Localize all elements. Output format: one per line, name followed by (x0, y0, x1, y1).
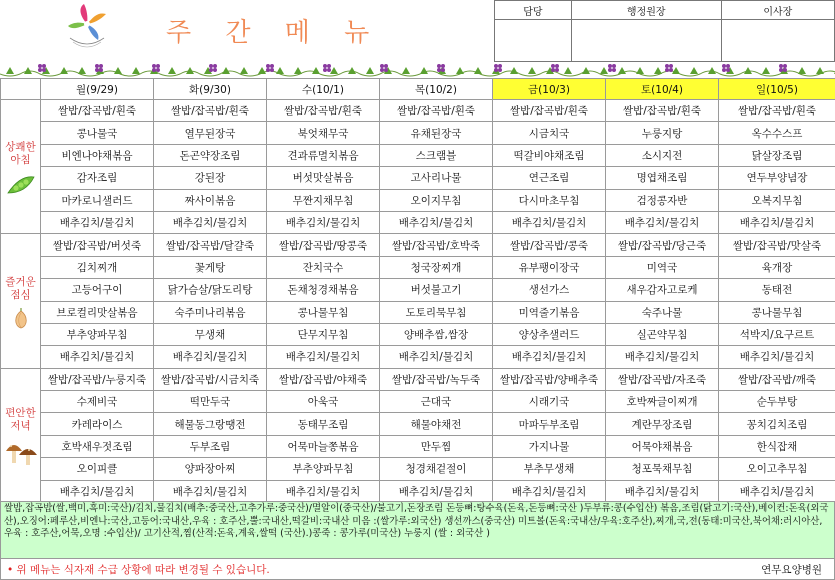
menu-cell: 배추김치/물김치 (41, 346, 154, 368)
meal-label-breakfast (1, 100, 41, 234)
menu-row (1, 144, 835, 166)
hospital-name: 연무요양병원 (761, 564, 822, 576)
menu-cell: 고사리나물 (380, 167, 493, 189)
menu-cell: 배추김치/물김치 (719, 480, 835, 502)
menu-row (1, 279, 835, 301)
menu-cell: 한식잡채 (719, 435, 835, 457)
menu-cell: 쌀밥/잡곡밥/흰죽 (154, 100, 267, 122)
menu-cell: 배추김치/물김치 (267, 480, 380, 502)
menu-cell: 미역줄기볶음 (493, 301, 606, 323)
menu-cell: 배추김치/물김치 (380, 346, 493, 368)
menu-cell: 유채된장국 (380, 122, 493, 144)
menu-row (1, 391, 835, 413)
menu-cell: 계란무장조림 (606, 413, 719, 435)
menu-cell: 호박짜글이찌개 (606, 391, 719, 413)
menu-row (1, 189, 835, 211)
menu-cell: 고등어구이 (41, 279, 154, 301)
menu-cell: 만두찜 (380, 435, 493, 457)
menu-cell: 해물동그랑땡전 (154, 413, 267, 435)
approval-sign-box[interactable] (495, 20, 572, 62)
notice-bar (0, 559, 835, 580)
day-header-thu: 목(10/2) (380, 79, 493, 100)
menu-row (1, 323, 835, 345)
menu-cell: 김치찌개 (41, 256, 154, 278)
menu-cell: 두부조림 (154, 435, 267, 457)
menu-cell: 명엽채조림 (606, 167, 719, 189)
menu-cell: 배추김치/물김치 (493, 346, 606, 368)
day-header-tue: 화(9/30) (154, 79, 267, 100)
menu-cell: 무생채 (154, 323, 267, 345)
menu-cell: 배추김치/물김치 (41, 480, 154, 502)
weekly-menu-table (0, 78, 835, 503)
mushroom-icon (4, 439, 38, 467)
onion-icon (11, 308, 31, 330)
menu-cell: 다시마초무침 (493, 189, 606, 211)
origin-note: 쌀밥,잡곡밥(쌀,백미,흑미:국산)/김치,물김치(배추:중국산,고추가루:중국산)/멸알이(중국산)/불고기,돈장조림 돈등뼈:탕수육(돈육,돈등뼈:국산 )두부류:콩(수입산) 볶음,조림(닭고기:국산),베이컨:돈육(외국산),오징어:페루산,비엔나:국산,고등어:국내산,우육 : 호주산,뿔:국내산,떡갈비:국내산 미음 :(쌀가루:외국산) 생선까스(중국산) 미트볼(돈육:국내산/우육:호주산),찌개,국,전(동태:미국산,북어채:러시아산,우육 : 호주산,어묵,오명 :수입산)/ 고기산적,찜(산적:돈육,계육,쌀떡 (국산).)콩죽 : 콩가루(미국산) 누룽지 (쌀 : 외국산 ) (0, 501, 835, 559)
approval-label: 행정원장 (571, 1, 721, 20)
menu-cell: 쌀밥/잡곡밥/녹두죽 (380, 368, 493, 390)
menu-body (1, 100, 835, 503)
menu-cell: 쌀밥/잡곡밥/당근죽 (606, 234, 719, 256)
menu-row (1, 122, 835, 144)
menu-cell: 실곤약무침 (606, 323, 719, 345)
menu-cell: 닭가슴살/닭도리탕 (154, 279, 267, 301)
menu-cell: 쌀밥/잡곡밥/야채죽 (267, 368, 380, 390)
meal-label-text: 아침 (10, 153, 31, 166)
day-header-fri: 금(10/3) (493, 79, 606, 100)
menu-cell: 시금치국 (493, 122, 606, 144)
menu-row (1, 301, 835, 323)
day-header-sun: 일(10/5) (719, 79, 835, 100)
menu-cell: 닭살장조림 (719, 144, 835, 166)
menu-cell: 쌀밥/잡곡밥/콩죽 (493, 234, 606, 256)
menu-cell: 콩나물무침 (267, 301, 380, 323)
menu-cell: 쌀밥/잡곡밥/양배추죽 (493, 368, 606, 390)
menu-cell: 쌀밥/잡곡밥/흰죽 (719, 100, 835, 122)
menu-row (1, 256, 835, 278)
menu-cell: 꽃게탕 (154, 256, 267, 278)
menu-cell: 숙주나물 (606, 301, 719, 323)
hospital-logo (62, 2, 112, 50)
menu-cell: 청포묵채무침 (606, 458, 719, 480)
menu-cell: 아욱국 (267, 391, 380, 413)
menu-cell: 배추김치/물김치 (154, 346, 267, 368)
menu-cell: 생선가스 (493, 279, 606, 301)
menu-cell: 새우감자고로케 (606, 279, 719, 301)
menu-cell: 옥수수스프 (719, 122, 835, 144)
corner-cell (1, 79, 41, 100)
menu-cell: 소시지전 (606, 144, 719, 166)
menu-cell: 배추김치/물김치 (606, 211, 719, 233)
menu-row (1, 458, 835, 480)
menu-cell: 청국장찌개 (380, 256, 493, 278)
menu-cell: 양파장아찌 (154, 458, 267, 480)
menu-cell: 떡만두국 (154, 391, 267, 413)
menu-cell: 단무지무침 (267, 323, 380, 345)
menu-cell: 배추김치/물김치 (267, 211, 380, 233)
menu-cell: 떡갈비야채조림 (493, 144, 606, 166)
menu-cell: 오복지무침 (719, 189, 835, 211)
menu-cell: 배추김치/물김치 (719, 346, 835, 368)
menu-cell: 버섯불고기 (380, 279, 493, 301)
menu-row (1, 234, 835, 256)
menu-cell: 연근조림 (493, 167, 606, 189)
menu-cell: 근대국 (380, 391, 493, 413)
menu-cell: 오이고추무침 (719, 458, 835, 480)
menu-cell: 쌀밥/잡곡밥/호박죽 (380, 234, 493, 256)
menu-cell: 쌀밥/잡곡밥/시금치죽 (154, 368, 267, 390)
meal-label-text: 편안한 (5, 407, 36, 420)
menu-cell: 석박지/요구르트 (719, 323, 835, 345)
menu-cell: 어묵야채볶음 (606, 435, 719, 457)
menu-cell: 카레라이스 (41, 413, 154, 435)
meal-label-text: 즐거운 (5, 276, 36, 289)
menu-cell: 호박새우젓조림 (41, 435, 154, 457)
menu-cell: 쌀밥/잡곡밥/흰죽 (606, 100, 719, 122)
menu-row (1, 368, 835, 390)
menu-cell: 버섯맛살볶음 (267, 167, 380, 189)
menu-cell: 동태무조림 (267, 413, 380, 435)
menu-cell: 쌀밥/잡곡밥/흰죽 (267, 100, 380, 122)
menu-cell: 쌀밥/잡곡밥/깨죽 (719, 368, 835, 390)
menu-cell: 쌀밥/잡곡밥/땅콩죽 (267, 234, 380, 256)
approval-label: 담당 (495, 1, 572, 20)
approval-sign-box[interactable] (571, 20, 721, 62)
menu-cell: 배추김치/물김치 (41, 211, 154, 233)
menu-row (1, 413, 835, 435)
menu-row (1, 480, 835, 502)
menu-cell: 가지나물 (493, 435, 606, 457)
menu-cell: 양배추쌈,쌈장 (380, 323, 493, 345)
menu-cell: 비엔나야채볶음 (41, 144, 154, 166)
change-notice: • 위 메뉴는 식자재 수급 상황에 따라 변경될 수 있습니다. (7, 564, 270, 576)
menu-cell: 검정콩자반 (606, 189, 719, 211)
menu-cell: 해물야채전 (380, 413, 493, 435)
meal-label-text: 저녁 (10, 420, 31, 433)
menu-cell: 짜사이볶음 (154, 189, 267, 211)
menu-cell: 시래기국 (493, 391, 606, 413)
menu-row (1, 167, 835, 189)
menu-cell: 동태전 (719, 279, 835, 301)
menu-cell: 어묵마늘쫑볶음 (267, 435, 380, 457)
menu-cell: 무짠지채무침 (267, 189, 380, 211)
menu-cell: 쌀밥/잡곡밥/누룽지죽 (41, 368, 154, 390)
menu-cell: 오이피클 (41, 458, 154, 480)
menu-cell: 누룽지탕 (606, 122, 719, 144)
menu-cell: 북엇채무국 (267, 122, 380, 144)
menu-cell: 쌀밥/잡곡밥/자조죽 (606, 368, 719, 390)
menu-cell: 견과류멸치볶음 (267, 144, 380, 166)
menu-cell: 수제비국 (41, 391, 154, 413)
menu-cell: 쌀밥/잡곡밥/버섯죽 (41, 234, 154, 256)
menu-cell: 부추양파무침 (41, 323, 154, 345)
grape-vine-decoration (0, 62, 835, 78)
day-header-mon: 월(9/29) (41, 79, 154, 100)
menu-cell: 배추김치/물김치 (719, 211, 835, 233)
day-header-wed: 수(10/1) (267, 79, 380, 100)
menu-cell: 돈채청경채볶음 (267, 279, 380, 301)
menu-cell: 배추김치/물김치 (606, 480, 719, 502)
menu-cell: 배추김치/물김치 (380, 480, 493, 502)
menu-cell: 배추김치/물김치 (267, 346, 380, 368)
menu-row (1, 346, 835, 368)
menu-cell: 쌀밥/잡곡밥/달걀죽 (154, 234, 267, 256)
menu-cell: 돈곤약장조림 (154, 144, 267, 166)
meal-label-text: 상쾌한 (5, 140, 36, 153)
menu-cell: 배추김치/물김치 (154, 211, 267, 233)
menu-cell: 숙주미나리볶음 (154, 301, 267, 323)
menu-cell: 쌀밥/잡곡밥/흰죽 (493, 100, 606, 122)
approval-sign-box[interactable] (721, 20, 834, 62)
menu-cell: 배추김치/물김치 (154, 480, 267, 502)
menu-cell: 도토리묵무침 (380, 301, 493, 323)
menu-cell: 강된장 (154, 167, 267, 189)
menu-cell: 쌀밥/잡곡밥/흰죽 (41, 100, 154, 122)
menu-cell: 양상추샐러드 (493, 323, 606, 345)
menu-cell: 배추김치/물김치 (493, 480, 606, 502)
menu-cell: 감자조림 (41, 167, 154, 189)
menu-cell: 마카로니샐러드 (41, 189, 154, 211)
menu-cell: 연두부양념장 (719, 167, 835, 189)
menu-cell: 열무된장국 (154, 122, 267, 144)
menu-row (1, 100, 835, 122)
header (0, 0, 835, 62)
menu-cell: 미역국 (606, 256, 719, 278)
menu-cell: 유부팽이장국 (493, 256, 606, 278)
menu-row (1, 211, 835, 233)
menu-cell: 순두부탕 (719, 391, 835, 413)
approval-table (494, 0, 835, 62)
menu-cell: 콩나물무침 (719, 301, 835, 323)
menu-cell: 마파두부조림 (493, 413, 606, 435)
menu-cell: 부추양파무침 (267, 458, 380, 480)
menu-cell: 배추김치/물김치 (493, 211, 606, 233)
meal-label-lunch (1, 234, 41, 368)
menu-cell: 육개장 (719, 256, 835, 278)
menu-cell: 오이지무침 (380, 189, 493, 211)
menu-cell: 배추김치/물김치 (606, 346, 719, 368)
menu-cell: 잔치국수 (267, 256, 380, 278)
menu-cell: 콩나물국 (41, 122, 154, 144)
menu-cell: 꽁치김치조림 (719, 413, 835, 435)
menu-cell: 브로컬리맛살볶음 (41, 301, 154, 323)
menu-row (1, 435, 835, 457)
menu-cell: 배추김치/물김치 (380, 211, 493, 233)
menu-cell: 부추무생채 (493, 458, 606, 480)
meal-label-text: 점심 (10, 289, 31, 302)
approval-label: 이사장 (721, 1, 834, 20)
meal-label-dinner (1, 368, 41, 502)
day-header-sat: 토(10/4) (606, 79, 719, 100)
menu-cell: 쌀밥/잡곡밥/맛살죽 (719, 234, 835, 256)
menu-cell: 스크램블 (380, 144, 493, 166)
page-title: 주 간 메 뉴 (166, 18, 383, 48)
peas-icon (6, 173, 36, 197)
menu-cell: 청경채겉절이 (380, 458, 493, 480)
menu-cell: 쌀밥/잡곡밥/흰죽 (380, 100, 493, 122)
